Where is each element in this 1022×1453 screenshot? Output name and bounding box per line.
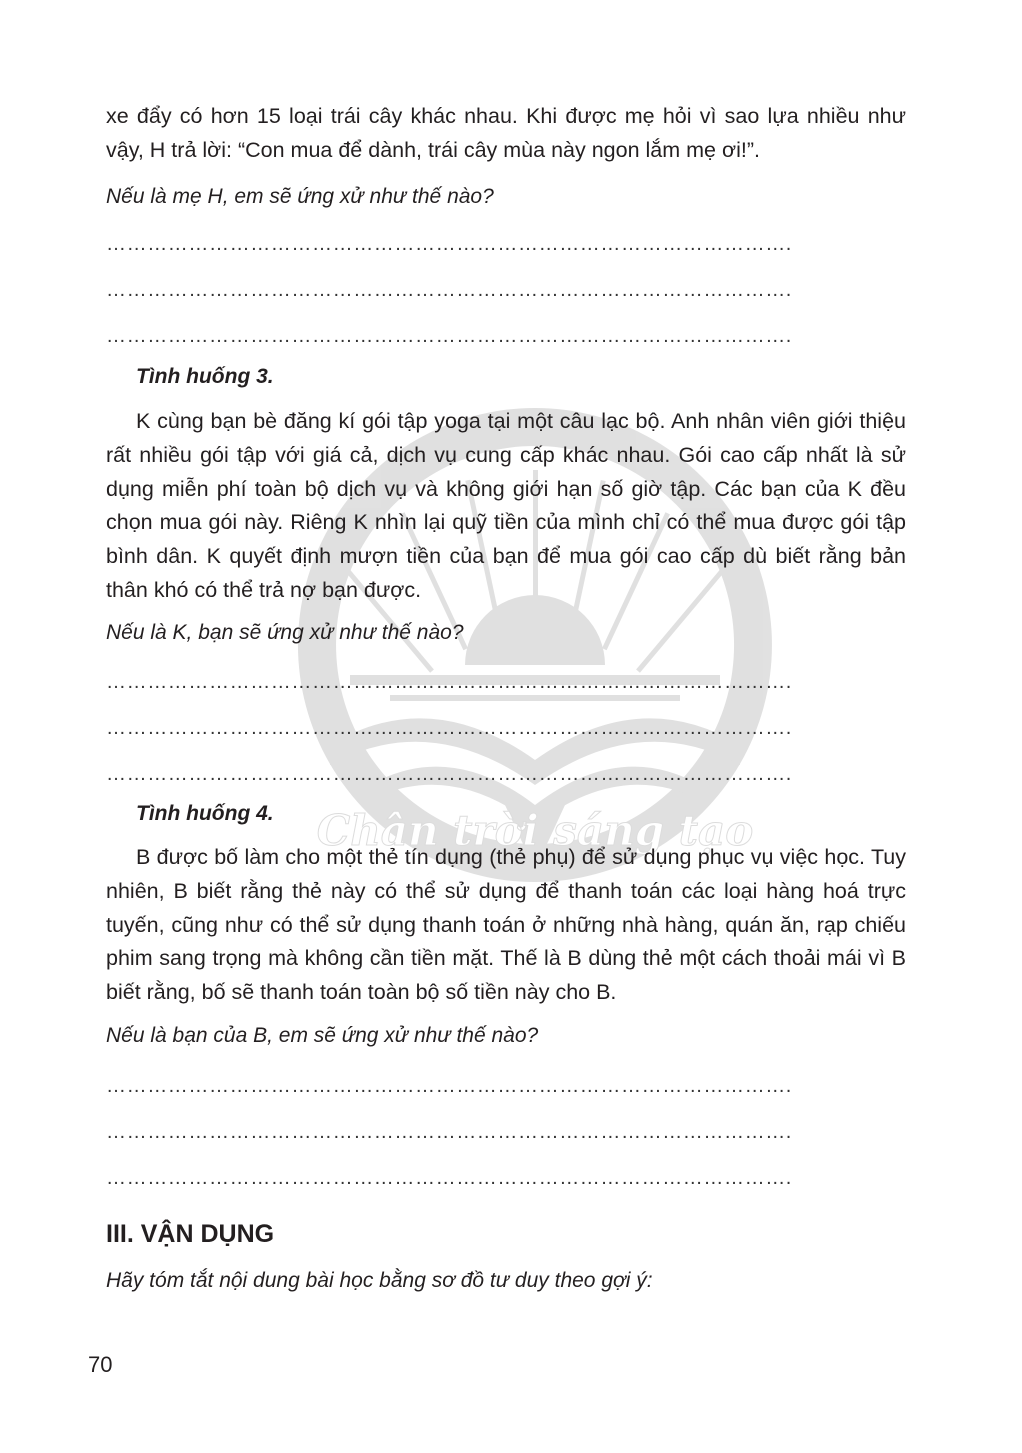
- heading-situation-4: Tình huống 4.: [136, 802, 274, 825]
- answer-line: ……………………………………………………………………………………….: [106, 763, 792, 785]
- answer-line: ……………………………………………………………………………………….: [106, 671, 792, 693]
- answer-line: ……………………………………………………………………………………….: [106, 1075, 792, 1097]
- question-situation-3: Nếu là K, bạn sẽ ứng xử như thế nào?: [106, 621, 464, 644]
- answer-line: ……………………………………………………………………………………….: [106, 1121, 792, 1143]
- page-number: 70: [88, 1352, 113, 1377]
- heading-situation-3: Tình huống 3.: [136, 365, 274, 388]
- answer-line: ……………………………………………………………………………………….: [106, 279, 792, 301]
- section-heading-van-dung: III. VẬN DỤNG: [106, 1220, 275, 1248]
- paragraph-intro: xe đẩy có hơn 15 loại trái cây khác nhau. Khi được mẹ hỏi vì sao lựa nhiều như vậy, H trả lời: “Con mua để dành, trái cây mùa này ngon lắm mẹ ơi!”.: [106, 104, 906, 162]
- watermark-text: Chân trời sáng tạo: [316, 806, 754, 855]
- answer-line: ……………………………………………………………………………………….: [106, 325, 792, 347]
- answer-line: ……………………………………………………………………………………….: [106, 233, 792, 255]
- paragraph-situation-3: K cùng bạn bè đăng kí gói tập yoga tại một câu lạc bộ. Anh nhân viên giới thiệu rất nhiều gói tập với giá cả, dịch vụ cung cấp khác nhau. Gói cao cấp nhất là sử dụng miễn phí toàn bộ dịch vụ và không giới hạn số giờ tập. Các bạn của K đều chọn mua gói này. Riêng K nhìn lại quỹ tiền của mình chỉ có thể mua được gói tập bình dân. K quyết định mượn tiền của bạn để mua gói cao cấp dù biết rằng bản thân khó có thể trả nợ bạn được.: [106, 409, 906, 602]
- section-prompt: Hãy tóm tắt nội dung bài học bằng sơ đồ tư duy theo gợi ý:: [106, 1269, 653, 1292]
- question-situation-4: Nếu là bạn của B, em sẽ ứng xử như thế nào?: [106, 1024, 539, 1047]
- answer-line: ……………………………………………………………………………………….: [106, 1167, 792, 1189]
- answer-line: ……………………………………………………………………………………….: [106, 717, 792, 739]
- paragraph-situation-4: B được bố làm cho một thẻ tín dụng (thẻ phụ) để sử dụng phục vụ việc học. Tuy nhiên, B biết rằng thẻ này có thể sử dụng để thanh toán các loại hàng hoá trực tuyến, cũng như có thể sử dụng thanh toán ở những nhà hàng, quán ăn, rạp chiếu phim sang trọng mà không cần tiền mặt. Thế là B dùng thẻ một cách thoải mái vì B biết rằng, bố sẽ thanh toán toàn bộ số tiền này cho B.: [106, 845, 906, 1005]
- question-situation-2: Nếu là mẹ H, em sẽ ứng xử như thế nào?: [106, 185, 494, 208]
